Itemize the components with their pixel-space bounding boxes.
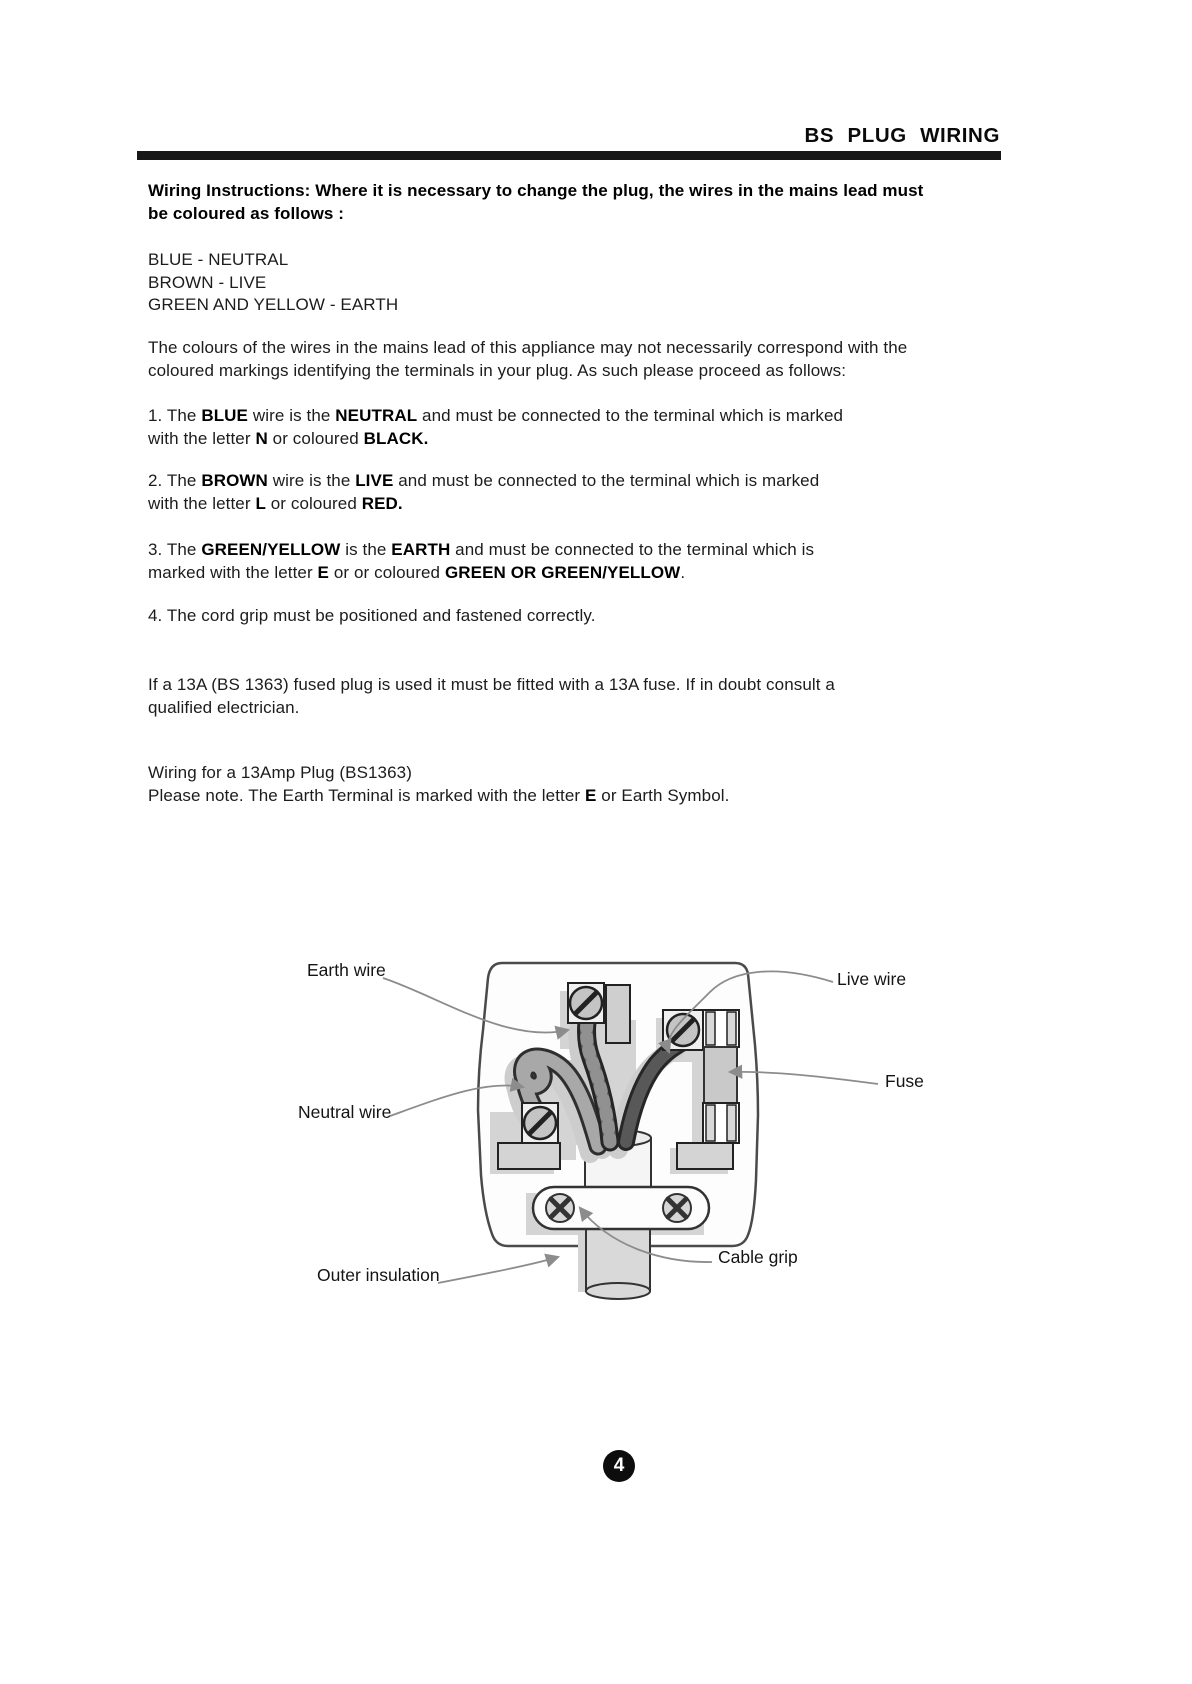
colour-code-brown: BROWN - LIVE <box>148 272 267 292</box>
cable-grip-bar <box>533 1187 709 1229</box>
cable-grip-label: Cable grip <box>718 1247 798 1267</box>
earth-wire-label: Earth wire <box>307 960 386 980</box>
colour-code-list <box>148 249 1158 317</box>
page-number-badge: 4 <box>603 1450 635 1482</box>
outer-insulation-label: Outer insulation <box>317 1265 440 1285</box>
wiring-instructions-intro: Wiring Instructions: Where it is necessary to change the plug, the wires in the mains lead must be coloured as follows : <box>148 181 924 223</box>
neutral-wire-label: Neutral wire <box>298 1102 392 1122</box>
colour-code-green-yellow: GREEN AND YELLOW - EARTH <box>148 295 399 314</box>
correspondence-note: The colours of the wires in the mains lead of this appliance may not necessarily correspond with the coloured markings identifying the terminals in your plug. As such please proceed as follows: <box>148 338 908 380</box>
diagram-intro: Wiring for a 13Amp Plug (BS1363) Please note. The Earth Terminal is marked with the letter E or Earth Symbol. <box>148 763 730 805</box>
step-1: 1. The BLUE wire is the NEUTRAL and must be connected to the terminal which is marked with the letter N or coloured BLACK. <box>148 406 844 448</box>
page-title: BS PLUG WIRING <box>804 124 1000 147</box>
colour-code-blue: BLUE - NEUTRAL <box>148 250 289 269</box>
step-3: 3. The GREEN/YELLOW is the EARTH and must be connected to the terminal which is marked with the letter E or or coloured GREEN OR GREEN/YELLOW. <box>148 540 815 582</box>
live-wire-label: Live wire <box>837 969 907 989</box>
outer-insulation-leader <box>438 1257 558 1283</box>
step-4: 4. The cord grip must be positioned and fastened correctly. <box>148 606 596 625</box>
bs-plug-diagram <box>280 950 940 1310</box>
header-rule <box>137 151 1001 160</box>
step-2: 2. The BROWN wire is the LIVE and must be connected to the terminal which is marked with the letter L or coloured RED. <box>148 471 820 513</box>
fuse-label: Fuse <box>885 1071 924 1091</box>
fuse-note: If a 13A (BS 1363) fused plug is used it must be fitted with a 13A fuse. If in doubt consult a qualified electrician. <box>148 675 835 717</box>
